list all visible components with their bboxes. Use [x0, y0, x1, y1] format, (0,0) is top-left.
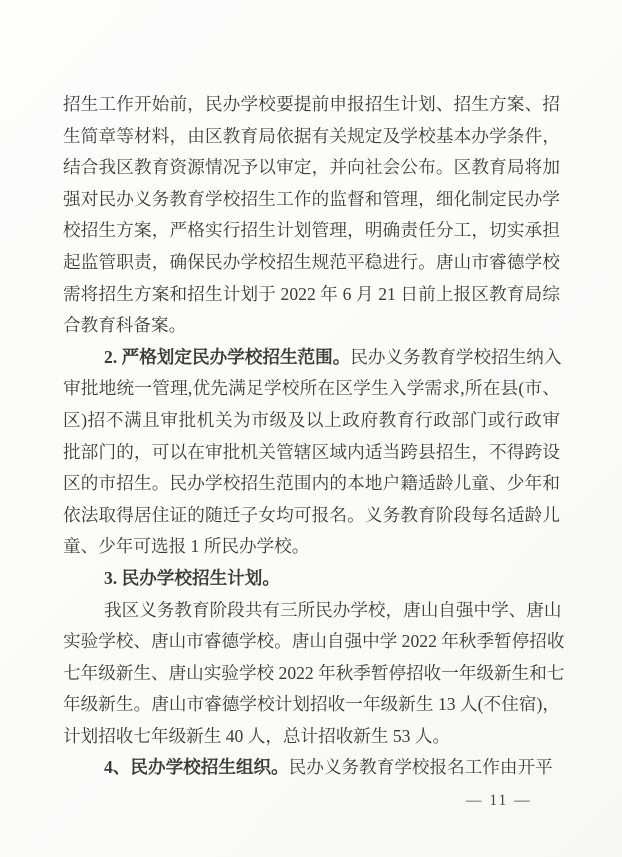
text-line: 计划招收七年级新生 40 人，总计招收新生 53 人。 — [63, 725, 451, 746]
text-line: 批部门的，可以在审批机关管辖区域内适当跨县招生，不得跨设 — [63, 441, 560, 462]
section-3-heading-line — [63, 563, 560, 595]
section-4-first-line — [63, 752, 560, 784]
text-line: 依法取得居住证的随迁子女均可报名。义务教育阶段每名适龄儿 — [63, 504, 560, 525]
section-2-heading: 2. 严格划定民办学校招生范围。 — [104, 346, 351, 367]
text-line: 招生工作开始前，民办学校要提前申报招生计划、招生方案、招 — [63, 94, 560, 114]
text-line: 年级新生。唐山市睿德学校计划招收一年级新生 13 人(不住宿)， — [63, 694, 560, 715]
text-run: 民办义务教育学校招生纳入 — [350, 346, 562, 367]
text-line: 审批地统一管理,优先满足学校所在区学生入学需求,所在县(市、 — [63, 378, 560, 399]
text-line: 实验学校、唐山市睿德学校。唐山自强中学 2022 年秋季暂停招收 — [63, 631, 565, 652]
text-line: 我区义务教育阶段共有三所民办学校，唐山自强中学、唐山 — [104, 599, 562, 620]
section-4-heading: 4、民办学校招生组织。 — [104, 757, 289, 778]
text-line: 需将招生方案和招生计划于 2022 年 6 月 21 日前上报区教育局综 — [63, 283, 560, 304]
text-line: 区的市招生。民办学校招生范围内的本地户籍适龄儿童、少年和 — [63, 473, 560, 494]
page-number: — 11 — — [466, 792, 532, 809]
text-line: 生简章等材料，由区教育局依据有关规定及学校基本办学条件， — [63, 125, 560, 146]
text-run: 民办义务教育学校报名工作由开平 — [288, 757, 553, 778]
text-line: 合教育科备案。 — [63, 315, 187, 336]
text-line: 强对民办义务教育学校招生工作的监督和管理，细化制定民办学 — [63, 188, 560, 209]
text-line: 结合我区教育资源情况予以审定，并向社会公布。区教育局将加 — [63, 157, 560, 178]
text-line: 起监管职责，确保民办学校招生规范平稳进行。唐山市睿德学校 — [63, 251, 560, 272]
text-line: 七年级新生、唐山实验学校 2022 年秋季暂停招收一年级新生和七 — [63, 662, 565, 683]
text-line: 童、少年可选报 1 所民办学校。 — [63, 536, 310, 557]
text-line: 校招生方案，严格实行招生计划管理，明确责任分工，切实承担 — [63, 220, 560, 241]
document-body — [63, 89, 565, 784]
section-2-first-line — [63, 342, 560, 374]
section-3-heading: 3. 民办学校招生计划。 — [104, 567, 280, 588]
text-line: 区)招不满且审批机关为市级及以上政府教育行政部门或行政审 — [63, 409, 560, 430]
